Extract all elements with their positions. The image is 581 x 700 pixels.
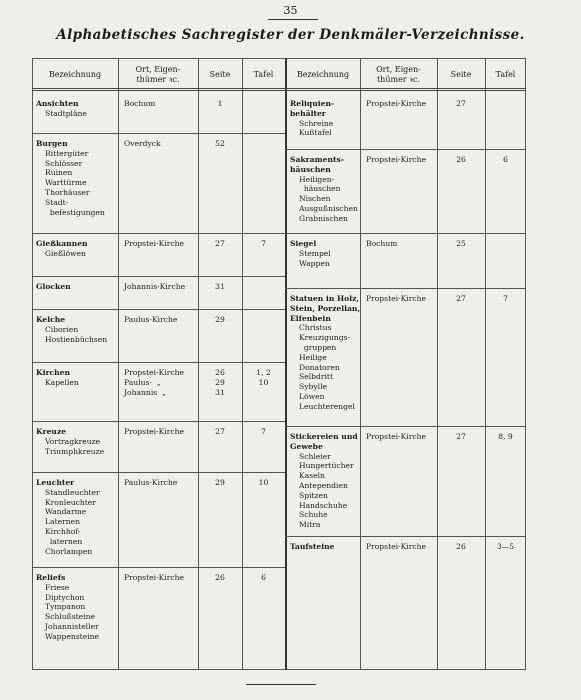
right-seite-cell: 27 — [456, 294, 466, 303]
entry-subterm: Thorhäuser — [45, 187, 90, 197]
header-bezeichnung-left: Bezeichnung — [48, 70, 102, 79]
entry-heading: Ansichten — [36, 99, 79, 108]
entry-heading: Burgen — [36, 139, 68, 148]
entry-subterm: Ausgußnischen — [299, 203, 358, 213]
entry-subterm: Hungertücher — [299, 461, 354, 471]
entry-subterm: gruppen — [299, 342, 337, 352]
left-ort-cell: Paulus-Kirche — [124, 315, 178, 324]
entry-heading: Reliquien- behälter — [290, 99, 335, 118]
entry-subterm: Mitra — [299, 520, 321, 530]
left-bezeichnung-cell — [36, 239, 116, 259]
row-divider — [32, 309, 285, 310]
right-seite-cell: 27 — [456, 99, 466, 108]
right-ort-cell: Propstei-Kirche — [366, 542, 426, 551]
right-bezeichnung-cell — [290, 99, 358, 138]
entry-subterm: Kapellen — [45, 377, 79, 387]
entry-subterm: Tympanon — [45, 602, 86, 612]
right-ort-cell: Propstei-Kirche — [366, 155, 426, 164]
left-ort-cell: Bochum — [124, 99, 156, 108]
bottom-rule — [246, 684, 316, 685]
right-seite-cell: 26 — [456, 542, 466, 551]
left-ort-cell: Overdyck — [124, 139, 161, 148]
left-bezeichnung-cell — [36, 315, 116, 344]
row-divider — [285, 149, 526, 150]
right-ort-cell: Propstei-Kirche — [366, 432, 426, 441]
right-tafel-cell: 6 — [503, 155, 508, 164]
left-tafel-cell: 7 — [261, 239, 266, 248]
left-ort-cell: Propstei-Kirche — [124, 239, 184, 248]
left-seite-cell: 26 29 31 — [215, 368, 225, 397]
entry-subterm: Antependien — [299, 480, 348, 490]
header-bezeichnung-right: Bezeichnung — [296, 70, 350, 79]
left-bezeichnung-cell — [36, 573, 116, 642]
entry-subterm: Wandarme — [45, 507, 87, 517]
entry-heading: Kreuze — [36, 427, 67, 436]
entry-subterm: Donatoren — [299, 362, 340, 372]
entry-subterm: Christus — [299, 323, 332, 333]
right-seite-cell: 26 — [456, 155, 466, 164]
row-divider — [285, 426, 526, 427]
entry-subterm: Rittergüter — [45, 148, 89, 158]
entry-heading: Siegel — [290, 239, 317, 248]
row-divider — [32, 233, 285, 234]
row-divider — [285, 233, 526, 234]
entry-subterm: Kirchhof- — [45, 526, 81, 536]
left-ort-cell: Propstei-Kirche Paulus- „ Johannis „ — [124, 368, 184, 397]
right-bezeichnung-cell — [290, 432, 358, 530]
entry-subterm: Stempel — [299, 248, 331, 258]
entry-subterm: Kronleuchter — [45, 497, 96, 507]
entry-heading: Taufsteine — [290, 542, 335, 551]
left-bezeichnung-cell — [36, 282, 116, 292]
header-tafel-left: Tafel — [253, 70, 274, 79]
right-tafel-cell: 7 — [503, 294, 508, 303]
entry-subterm: Laternen — [45, 517, 81, 527]
entry-subterm: befestigungen — [45, 207, 105, 217]
entry-subterm: Grabnischen — [299, 213, 348, 223]
entry-heading: Glocken — [36, 282, 71, 291]
row-divider — [32, 421, 285, 422]
entry-subterm: laternen — [45, 536, 83, 546]
left-bezeichnung-cell — [36, 139, 116, 217]
entry-subterm: Heiligen- — [299, 174, 335, 184]
row-divider — [32, 567, 285, 568]
entry-heading: Stickereien und Gewebe — [290, 432, 358, 451]
row-divider — [32, 472, 285, 473]
page-number-rule — [268, 19, 318, 20]
left-ort-cell: Propstei-Kirche — [124, 427, 184, 436]
right-seite-cell: 25 — [456, 239, 466, 248]
left-seite-cell: 1 — [217, 99, 223, 108]
entry-subterm: Kußtafel — [299, 128, 332, 138]
right-tafel-cell: 3—5 — [496, 542, 515, 551]
header-rule — [32, 88, 526, 91]
entry-heading: Leuchter — [36, 478, 75, 487]
header-seite-right: Seite — [450, 70, 472, 79]
entry-subterm: Handschuhe — [299, 500, 348, 510]
header-ort-right: Ort, Eigen- thümer ꝛc. — [376, 65, 421, 84]
entry-subterm: Selbdritt — [299, 372, 334, 382]
entry-heading: Sakraments- häuschen — [290, 155, 344, 174]
entry-subterm: Leuchterengel — [299, 401, 355, 411]
entry-subterm: Diptychon — [45, 592, 85, 602]
page-title: Alphabetisches Sachregister der Denkmäler-Verzeichnisse. — [56, 27, 525, 43]
entry-subterm: Wappen — [299, 258, 330, 268]
entry-subterm: Standleuchter — [45, 487, 100, 497]
column-divider — [118, 58, 119, 670]
entry-subterm: Schleier — [299, 451, 331, 461]
left-ort-cell: Paulus-Kirche — [124, 478, 178, 487]
row-divider — [285, 536, 526, 537]
row-divider — [32, 133, 285, 134]
entry-subterm: Löwen — [299, 391, 325, 401]
entry-subterm: Vortragkreuze — [45, 436, 101, 446]
entry-subterm: Ciborien — [45, 324, 79, 334]
entry-subterm: Schreine — [299, 118, 334, 128]
left-seite-cell: 29 — [215, 315, 225, 324]
right-bezeichnung-cell — [290, 294, 361, 412]
left-tafel-cell: 7 — [261, 427, 266, 436]
row-divider — [32, 276, 285, 277]
left-bezeichnung-cell — [36, 368, 116, 388]
right-bezeichnung-cell — [290, 155, 358, 224]
entry-subterm: Johannisteller — [45, 621, 99, 631]
left-tafel-cell: 1, 2 10 — [256, 368, 271, 387]
left-seite-cell: 27 — [215, 239, 225, 248]
header-seite-left: Seite — [209, 70, 231, 79]
entry-subterm: häuschen — [299, 184, 341, 194]
entry-subterm: Ruinen — [45, 168, 73, 178]
entry-heading: Statuen in Holz, Stein, Porzellan, Elfenbein — [290, 294, 361, 323]
entry-subterm: Hostienbüchsen — [45, 334, 108, 344]
left-bezeichnung-cell — [36, 478, 116, 556]
left-seite-cell: 52 — [215, 139, 225, 148]
entry-subterm: Kaseln — [299, 471, 325, 481]
entry-subterm: Spitzen — [299, 490, 328, 500]
right-ort-cell: Propstei-Kirche — [366, 99, 426, 108]
entry-subterm: Nischen — [299, 194, 331, 204]
entry-heading: Gießkannen — [36, 239, 88, 248]
right-bezeichnung-cell — [290, 542, 358, 552]
entry-subterm: Sybylle — [299, 382, 327, 392]
left-bezeichnung-cell — [36, 427, 116, 456]
row-divider — [285, 288, 526, 289]
left-tafel-cell: 6 — [261, 573, 266, 582]
left-seite-cell: 31 — [215, 282, 225, 291]
header-ort-left: Ort, Eigen- thümer ꝛc. — [135, 65, 181, 84]
entry-heading: Kirchen — [36, 368, 70, 377]
entry-subterm: Stadtpläne — [45, 108, 87, 118]
right-bezeichnung-cell — [290, 239, 358, 268]
entry-subterm: Schuhe — [299, 510, 328, 520]
entry-subterm: Schlußsteine — [45, 612, 95, 622]
entry-subterm: Triumphkreuze — [45, 446, 105, 456]
entry-subterm: Stadt- — [45, 197, 69, 207]
row-divider — [32, 362, 285, 363]
entry-subterm: Chorlampen — [45, 546, 93, 556]
entry-subterm: Wappensteine — [45, 631, 100, 641]
right-ort-cell: Propstei-Kirche — [366, 294, 426, 303]
right-tafel-cell: 8, 9 — [498, 432, 513, 441]
left-ort-cell: Propstei-Kirche — [124, 573, 184, 582]
entry-subterm: Heilige — [299, 352, 327, 362]
right-ort-cell: Bochum — [366, 239, 398, 248]
entry-subterm: Friese — [45, 582, 70, 592]
header-tafel-right: Tafel — [495, 70, 516, 79]
entry-heading: Kelche — [36, 315, 66, 324]
left-tafel-cell: 10 — [258, 478, 269, 487]
left-ort-cell: Johannis-Kirche — [124, 282, 186, 291]
left-bezeichnung-cell — [36, 99, 116, 119]
page-number: 35 — [283, 4, 298, 17]
left-seite-cell: 29 — [215, 478, 225, 487]
right-seite-cell: 27 — [456, 432, 466, 441]
entry-subterm: Kreuzigungs- — [299, 333, 351, 343]
entry-subterm: Warttürme — [45, 178, 87, 188]
entry-heading: Reliefs — [36, 573, 66, 582]
entry-subterm: Schlösser — [45, 158, 83, 168]
left-seite-cell: 26 — [215, 573, 225, 582]
entry-subterm: Gießlöwen — [45, 248, 86, 258]
left-seite-cell: 27 — [215, 427, 225, 436]
